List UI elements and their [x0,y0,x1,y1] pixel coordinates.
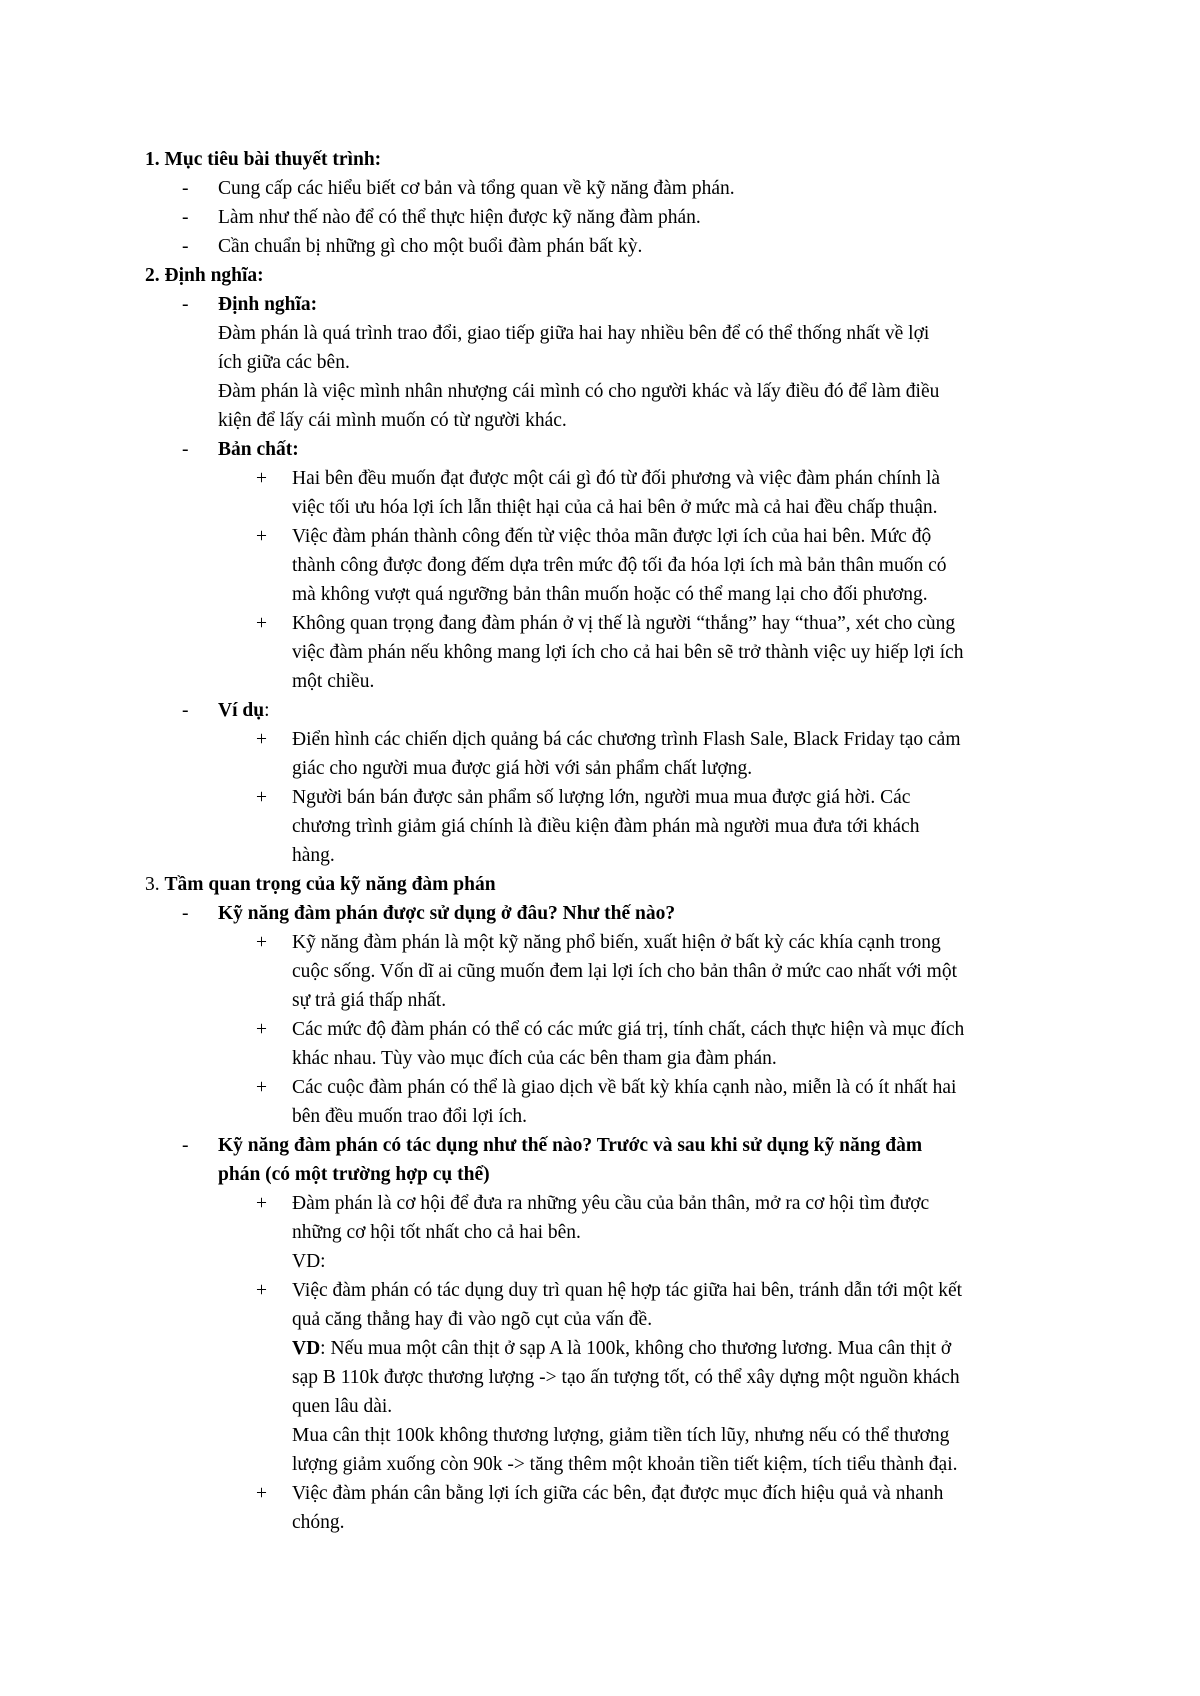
q2-point-text: VD: [292,1251,326,1272]
q2-point-text: Đàm phán là cơ hội để đưa ra những yêu cầu của bản thân, mở ra cơ hội tìm được [292,1193,930,1214]
plus-marker: + [256,787,267,808]
definition-text: ích giữa các bên. [218,352,350,373]
dash-marker: - [182,700,189,721]
list-item: Cung cấp các hiểu biết cơ bản và tổng quan về kỹ năng đàm phán. [218,178,735,199]
vd-label: VD [292,1338,321,1359]
example-colon: : [264,700,270,721]
example-point-text: chương trình giảm giá chính là điều kiện đàm phán mà người mua đưa tới khách [292,816,920,837]
q1-point-text: sự trả giá thấp nhất. [292,990,447,1011]
q2-point-text: quen lâu dài. [292,1396,393,1417]
plus-marker: + [256,1280,267,1301]
example-point-text: giác cho người mua được giá hời với sản phẩm chất lượng. [292,758,753,779]
section-1-heading: 1. Mục tiêu bài thuyết trình: [145,149,382,170]
plus-marker: + [256,932,267,953]
q2-example-line [292,1334,951,1363]
q2-point-text: chóng. [292,1512,345,1533]
q1-point-text: cuộc sống. Vốn dĩ ai cũng muốn đem lại lợi ích cho bản thân ở mức cao nhất với một [292,961,958,982]
example-point-text: Người bán bán được sản phẩm số lượng lớn, người mua mua được giá hời. Các [292,787,911,808]
q1-point-text: Các cuộc đàm phán có thể là giao dịch về bất kỳ khía cạnh nào, miễn là có ít nhất hai [292,1077,957,1098]
dash-marker: - [182,1135,189,1156]
q2-point-text: sạp B 110k được thương lượng -> tạo ấn tượng tốt, có thể xây dựng một nguồn khách [292,1367,960,1388]
vd-text: : Nếu mua một cân thịt ở sạp A là 100k, không cho thương lương. Mua cân thịt ở [320,1338,952,1359]
q2-point-text: quả căng thẳng hay đi vào ngõ cụt của vấn đề. [292,1309,653,1330]
plus-marker: + [256,1193,267,1214]
section-3-title: Tầm quan trọng của kỹ năng đàm phán [164,874,496,895]
example-point-text: Điển hình các chiến dịch quảng bá các chương trình Flash Sale, Black Friday tạo cảm [292,729,961,750]
nature-point-text: một chiều. [292,671,375,692]
definition-text: Đàm phán là việc mình nhân nhượng cái mình có cho người khác và lấy điều đó để làm điều [218,381,940,402]
plus-marker: + [256,1483,267,1504]
section-2-heading: 2. Định nghĩa: [145,265,264,286]
q1-point-text: bên đều muốn trao đổi lợi ích. [292,1106,528,1127]
example-point-text: hàng. [292,845,335,866]
plus-marker: + [256,613,267,634]
q2-point-text: Mua cân thịt 100k không thương lượng, giảm tiền tích lũy, nhưng nếu có thể thương [292,1425,950,1446]
nature-point-text: Việc đàm phán thành công đến từ việc thỏa mãn được lợi ích của hai bên. Mức độ [292,526,932,547]
nature-point-text: Hai bên đều muốn đạt được một cái gì đó từ đối phương và việc đàm phán chính là [292,468,941,489]
list-item: Cần chuẩn bị những gì cho một buổi đàm phán bất kỳ. [218,236,643,257]
question-2-label: Kỹ năng đàm phán có tác dụng như thế nào? Trước và sau khi sử dụng kỹ năng đàm [218,1135,923,1156]
section-3-heading [145,870,496,899]
dash-marker: - [182,903,189,924]
dash-marker: - [182,207,189,228]
example-label-line [218,696,270,725]
q1-point-text: Các mức độ đàm phán có thể có các mức giá trị, tính chất, cách thực hiện và mục đích [292,1019,965,1040]
q2-point-text: lượng giảm xuống còn 90k -> tăng thêm một khoản tiền tiết kiệm, tích tiểu thành đại. [292,1454,958,1475]
nature-label: Bản chất: [218,439,299,460]
q2-point-text: Việc đàm phán cân bằng lợi ích giữa các bên, đạt được mục đích hiệu quả và nhanh [292,1483,944,1504]
example-label: Ví dụ [218,700,265,721]
definition-text: Đàm phán là quá trình trao đổi, giao tiếp giữa hai hay nhiều bên để có thể thống nhất về lợi [218,323,930,344]
q1-point-text: Kỹ năng đàm phán là một kỹ năng phổ biến, xuất hiện ở bất kỳ các khía cạnh trong [292,932,941,953]
nature-point-text: việc đàm phán nếu không mang lợi ích cho cả hai bên sẽ trở thành việc uy hiếp lợi ích [292,642,964,663]
dash-marker: - [182,294,189,315]
definition-label: Định nghĩa: [218,294,318,315]
plus-marker: + [256,468,267,489]
nature-point-text: Không quan trọng đang đàm phán ở vị thế là người “thắng” hay “thua”, xét cho cùng [292,613,956,634]
plus-marker: + [256,1019,267,1040]
section-3-number: 3. [145,874,160,895]
plus-marker: + [256,729,267,750]
q2-point-text: Việc đàm phán có tác dụng duy trì quan hệ hợp tác giữa hai bên, tránh dẫn tới một kết [292,1280,963,1301]
dash-marker: - [182,178,189,199]
definition-text: kiện để lấy cái mình muốn có từ người khác. [218,410,567,431]
q2-point-text: những cơ hội tốt nhất cho cả hai bên. [292,1222,581,1243]
q1-point-text: khác nhau. Tùy vào mục đích của các bên tham gia đàm phán. [292,1048,777,1069]
dash-marker: - [182,439,189,460]
nature-point-text: mà không vượt quá ngưỡng bản thân muốn hoặc có thể mang lại cho đối phương. [292,584,928,605]
list-item: Làm như thế nào để có thể thực hiện được kỹ năng đàm phán. [218,207,701,228]
plus-marker: + [256,1077,267,1098]
dash-marker: - [182,236,189,257]
nature-point-text: việc tối ưu hóa lợi ích lẫn thiệt hại của cả hai bên ở mức mà cả hai đều chấp thuận. [292,497,938,518]
question-1-label: Kỹ năng đàm phán được sử dụng ở đâu? Như thế nào? [218,903,676,924]
nature-point-text: thành công được đong đếm dựa trên mức độ tối đa hóa lợi ích mà bản thân muốn có [292,555,947,576]
plus-marker: + [256,526,267,547]
question-2-label: phán (có một trường hợp cụ thể) [218,1164,490,1185]
